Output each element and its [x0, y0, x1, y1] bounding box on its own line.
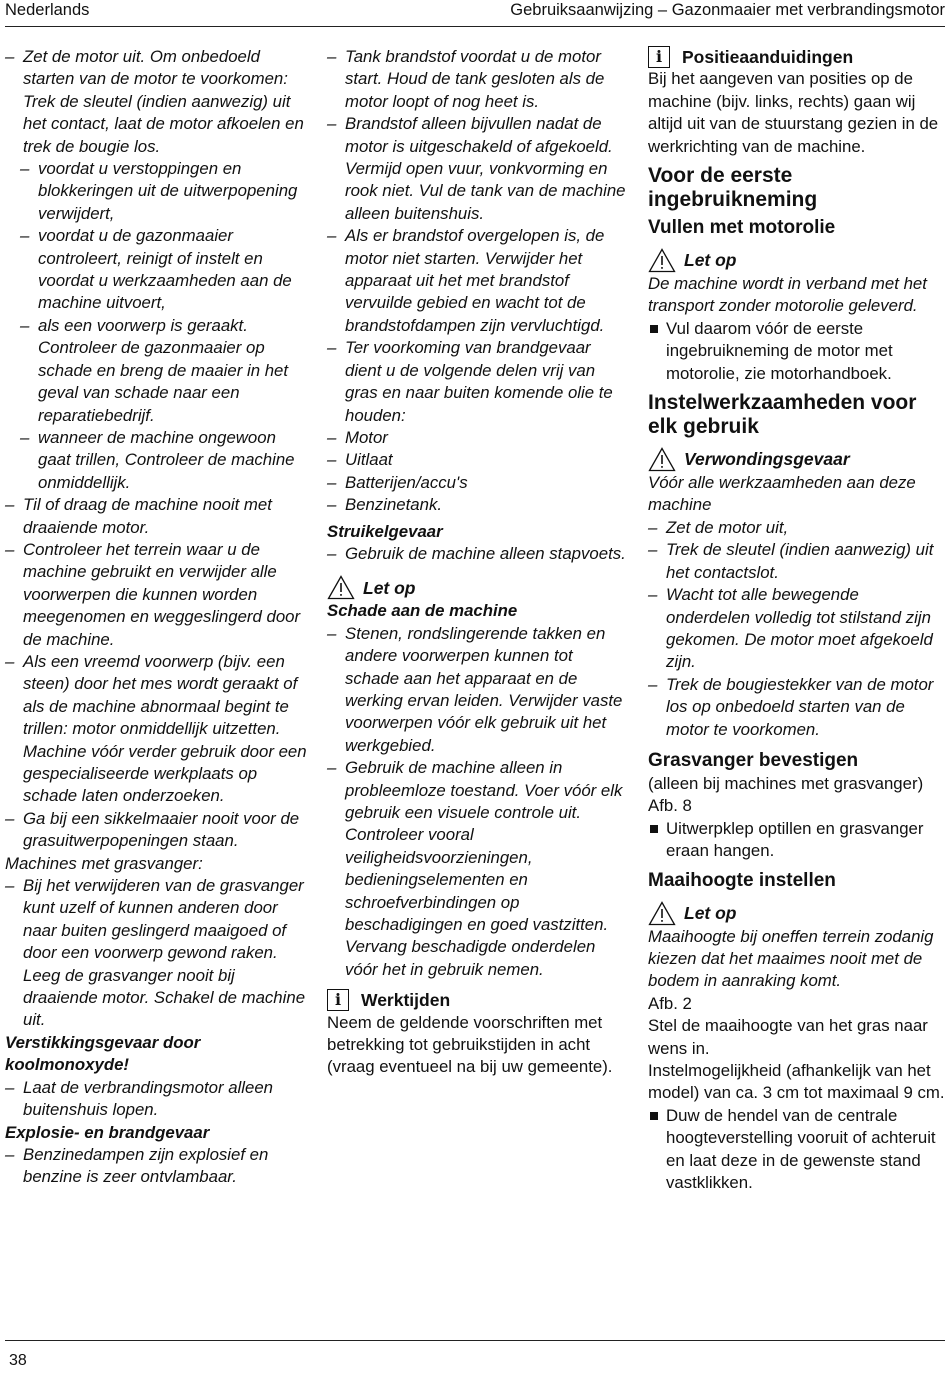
list-item: – Wacht tot alle bewegende onderdelen volledig tot stilstand zijn gekomen. De motor moet afgekoeld zijn.	[648, 584, 945, 674]
paragraph: Stel de maaihoogte van het gras naar wens in.	[648, 1016, 928, 1058]
page-footer	[5, 1340, 945, 1369]
hazard-heading: Verstikkingsgevaar door koolmonoxyde!	[5, 1032, 201, 1075]
list-item: – Til of draag de machine nooit met draaiende motor.	[5, 494, 307, 539]
list-item: – Als er brandstof overgelopen is, de motor niet starten. Verwijder het apparaat uit het met brandstof vervuilde gebied en wacht tot de brandstofdampen zijn vervluchtigd.	[327, 225, 627, 337]
warning-block	[327, 575, 627, 600]
list-item-continuation: Vervang beschadigde onderdelen vóór het in gebruik nemen.	[345, 937, 596, 979]
warning-label: Let op	[363, 577, 416, 598]
paragraph: Machines met grasvanger:	[5, 853, 203, 873]
list-item: – Laat de verbrandingsmotor alleen buitenshuis lopen.	[5, 1077, 307, 1122]
sub-list-item: – voordat u verstoppingen en blokkeringen uit de uitwerpopening verwijdert,	[5, 158, 307, 225]
warning-heading: Schade aan de machine	[327, 601, 518, 621]
list-item: – Stenen, rondslingerende takken en andere voorwerpen kunnen tot schade aan het apparaat en de werking ervan leiden. Verwijder vaste voorwerpen vóór elk gebruik uit het werkgebied.	[327, 623, 627, 757]
warning-text: Maaihoogte bij oneffen terrein zodanig kiezen dat het maaimes nooit met de bodem in aanraking komt.	[648, 926, 934, 991]
list-item: – Benzinedampen zijn explosief en benzine is zeer ontvlambaar.	[5, 1144, 307, 1189]
list-item: – Zet de motor uit. Om onbedoeld starten van de motor te voorkomen: Trek de sleutel (indien aanwezig) uit het contact, laat de motor afkoelen en trek de bougie los.	[5, 46, 307, 158]
warning-text: De machine wordt in verband met het transport zonder motorolie geleverd.	[648, 274, 927, 316]
list-item: – Gebruik de machine alleen stapvoets.	[327, 543, 627, 565]
sub-list-item: – Uitlaat	[327, 449, 627, 471]
list-item: – Brandstof alleen bijvullen nadat de motor is uitgeschakeld of afgekoeld. Vermijd open vuur, vonkvorming en rook niet. Vul de tank van de machine alleen buitenshuis.	[327, 113, 627, 225]
hazard-heading: Struikelgevaar	[327, 521, 443, 541]
sub-list-item: – Batterijen/accu's	[327, 472, 627, 494]
list-item: – Zet de motor uit,	[648, 517, 945, 539]
sub-list-item: – als een voorwerp is geraakt. Controleer de gazonmaaier op schade en breng de maaier in het geval van schade naar een reparatiebedrijf.	[5, 315, 307, 427]
section-heading: Instelwerkzaamheden voor elk gebruik	[648, 391, 917, 439]
list-item: – Trek de sleutel (indien aanwezig) uit het contactslot.	[648, 539, 945, 584]
warning-triangle-icon	[648, 901, 676, 926]
subsection-heading: Maaihoogte instellen	[648, 869, 836, 891]
sub-list-item: – voordat u de gazonmaaier controleert, reinigt of instelt en voordat u werkzaamheden aan de machine uitvoert,	[5, 225, 307, 315]
warning-block	[648, 447, 945, 472]
list-item: – Ter voorkoming van brandgevaar dient u de volgende delen vrij van gras en naar buiten komende olie te houden:	[327, 337, 627, 427]
warning-triangle-icon	[327, 575, 355, 600]
paragraph: Instelmogelijkheid (afhankelijk van het model) van ca. 3 cm tot maximaal 9 cm.	[648, 1061, 945, 1103]
info-icon: i	[327, 989, 349, 1011]
warning-label: Let op	[684, 902, 737, 923]
sub-list-item: – wanneer de machine ongewoon gaat trillen, Controleer de machine onmiddellijk.	[5, 427, 307, 494]
column-2	[327, 46, 627, 1079]
paragraph: Neem de geldende voorschriften met betrekking tot gebruikstijden in acht (vraag eventueel na bij uw gemeente).	[327, 1012, 613, 1077]
column-3	[648, 46, 945, 1194]
list-item: – Tank brandstof voordat u de motor start. Houd de tank gesloten als de motor loopt of nog heet is.	[327, 46, 627, 113]
list-item: – Gebruik de machine alleen in probleemloze toestand. Voer vóór elk gebruik een visuele controle uit. Controleer vooral veiligheidsvoorzieningen, bedieningselementen en schroefverbindingen op beschadigingen en goed vastzitten.	[327, 757, 627, 936]
list-item: – Controleer het terrein waar u de machine gebruikt en verwijder alle voorwerpen die kunnen worden meegenomen en weggeslingerd door de machine.	[5, 539, 307, 651]
figure-reference: Afb. 8	[648, 796, 692, 816]
hazard-heading: Explosie- en brandgevaar	[5, 1122, 210, 1142]
info-title: Positieaanduidingen	[682, 47, 854, 67]
sub-list-item: – Motor	[327, 427, 627, 449]
info-title: Werktijden	[361, 990, 451, 1011]
info-icon: i	[648, 46, 670, 68]
sub-list-item: – Benzinetank.	[327, 494, 627, 516]
page-number: 38	[9, 1352, 27, 1369]
list-item: – Bij het verwijderen van de grasvanger kunt uzelf of kunnen anderen door naar buiten geslingerd maaigoed of door een voorwerp gewond raken. Leeg de grasvanger nooit bij draaiende motor. Schakel de machine uit.	[5, 875, 307, 1032]
warning-triangle-icon	[648, 248, 676, 273]
column-1	[5, 46, 307, 1189]
figure-reference: Afb. 2	[648, 993, 692, 1013]
list-item-continuation: Machine vóór verder gebruik door een gespecialiseerde werkplaats op schade laten onderzoeken.	[23, 741, 307, 806]
paragraph: (alleen bij machines met grasvanger)	[648, 773, 924, 793]
header-language: Nederlands	[5, 1, 90, 19]
warning-block	[648, 248, 945, 273]
section-heading: Voor de eerste ingebruikneming	[648, 164, 818, 212]
warning-label: Let op	[684, 250, 737, 271]
list-item: – Trek de bougiestekker van de motor los op onbedoeld starten van de motor te voorkomen.	[648, 674, 945, 741]
step-item: Duw de hendel van de centrale hoogteverstelling vooruit of achteruit en laat deze in de gewenste stand vastklikken.	[648, 1105, 945, 1195]
step-item: Vul daarom vóór de eerste ingebruikneming de motor met motorolie, zie motorhandboek.	[648, 318, 945, 385]
warning-block	[648, 901, 945, 926]
paragraph: Bij het aangeven van posities op de machine (bijv. links, rechts) gaan wij altijd uit van de stuurstang gezien in de werkrichting van de machine.	[648, 69, 939, 156]
list-item: – Als een vreemd voorwerp (bijv. een steen) door het mes wordt geraakt of als de machine abnormaal begint te trillen: motor onmiddellijk uitzetten.	[5, 651, 307, 741]
subsection-heading: Grasvanger bevestigen	[648, 749, 859, 771]
warning-text: Vóór alle werkzaamheden aan deze machine	[648, 473, 916, 515]
list-item: – Ga bij een sikkelmaaier nooit voor de grasuitwerpopeningen staan.	[5, 808, 307, 853]
info-block	[648, 46, 945, 68]
header-title: Gebruiksaanwijzing – Gazonmaaier met verbrandingsmotor	[510, 1, 945, 19]
warning-triangle-icon	[648, 447, 676, 472]
info-block	[327, 989, 627, 1011]
step-item: Uitwerpklep optillen en grasvanger eraan hangen.	[648, 818, 945, 863]
page-header	[5, 0, 945, 27]
subsection-heading: Vullen met motorolie	[648, 217, 836, 239]
warning-label: Verwondingsgevaar	[684, 449, 850, 470]
